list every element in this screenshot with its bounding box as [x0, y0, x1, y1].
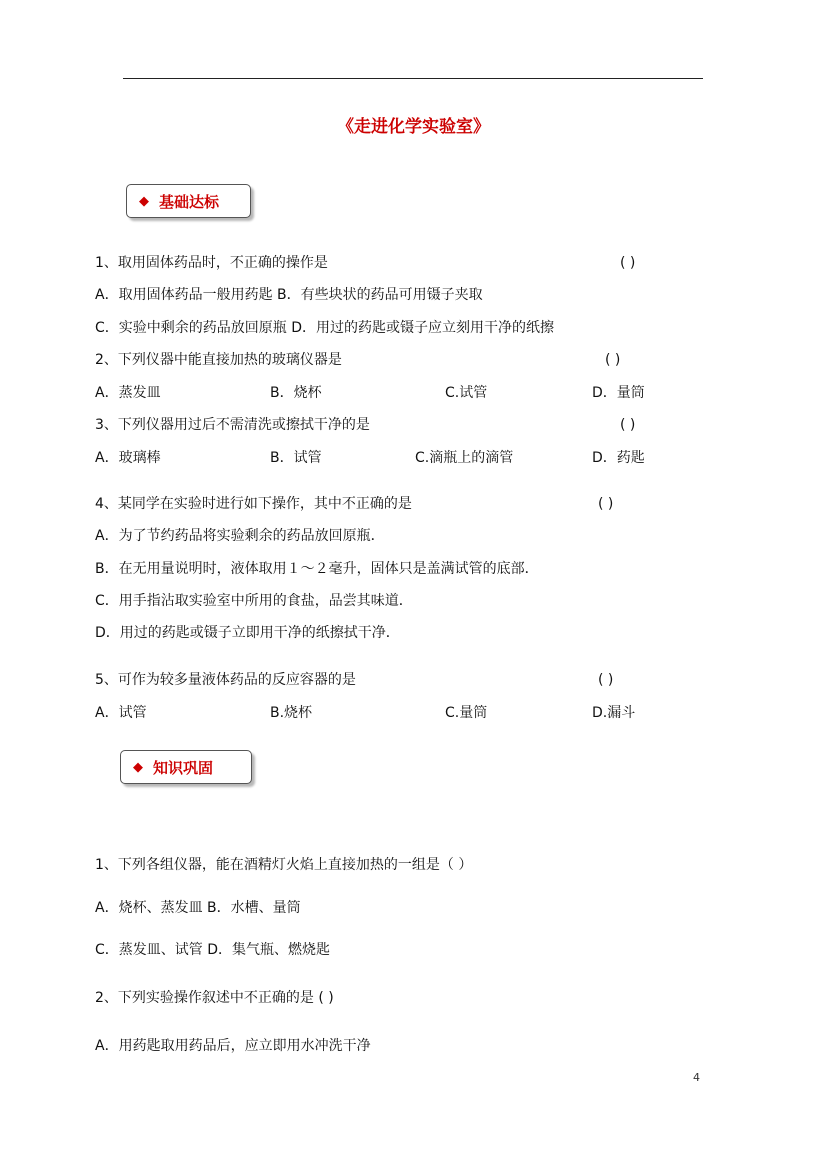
- answer-blank: ( ): [598, 672, 614, 688]
- answer-blank: ( ): [620, 417, 636, 433]
- option: D．药匙: [592, 450, 645, 466]
- page-title: 《走进化学实验室》: [337, 117, 490, 137]
- question-options: C．实验中剩余的药品放回原瓶 D．用过的药匙或镊子应立刻用干净的纸擦: [95, 320, 555, 336]
- section-label: 基础达标: [159, 192, 220, 211]
- diamond-icon: ◆: [133, 759, 143, 775]
- question-stem: 3、下列仪器用过后不需清洗或擦拭干净的是: [95, 417, 370, 433]
- option: A．蒸发皿: [95, 385, 161, 401]
- answer-blank: ( ): [605, 352, 621, 368]
- option: B．烧杯: [270, 385, 322, 401]
- option: C.滴瓶上的滴管: [415, 450, 514, 466]
- option: B．在无用量说明时，液体取用１～２毫升，固体只是盖满试管的底部．: [95, 561, 539, 577]
- question-stem: 1、取用固体药品时，不正确的操作是: [95, 255, 328, 271]
- option: D.漏斗: [592, 705, 636, 721]
- option: D．用过的药匙或镊子立即用干净的纸擦拭干净．: [95, 625, 400, 641]
- answer-blank: ( ): [598, 496, 614, 512]
- option: C.试管: [445, 385, 488, 401]
- section-badge-basic: [126, 184, 251, 218]
- option: A．玻璃棒: [95, 450, 161, 466]
- question-options: A．取用固体药品一般用药匙 B．有些块状的药品可用镊子夹取: [95, 287, 483, 303]
- question-stem: 1、下列各组仪器，能在酒精灯火焰上直接加热的一组是（ ）: [95, 857, 473, 873]
- option: B．试管: [270, 450, 322, 466]
- question-stem: 2、下列仪器中能直接加热的玻璃仪器是: [95, 352, 342, 368]
- page-number: 4: [693, 1071, 700, 1084]
- option: A．为了节约药品将实验剩余的药品放回原瓶．: [95, 528, 385, 544]
- question-stem: 4、某同学在实验时进行如下操作，其中不正确的是: [95, 496, 412, 512]
- option: B.烧杯: [270, 705, 313, 721]
- option: A．试管: [95, 705, 147, 721]
- option: A．用药匙取用药品后，应立即用水冲洗干净: [95, 1038, 371, 1054]
- answer-blank: ( ): [620, 255, 636, 271]
- option: C.量筒: [445, 705, 488, 721]
- option: C．用手指沾取实验室中所用的食盐，品尝其味道．: [95, 593, 413, 609]
- header-rule: [123, 78, 703, 79]
- question-options: C．蒸发皿、试管 D．集气瓶、燃烧匙: [95, 942, 331, 958]
- section-label: 知识巩固: [153, 758, 214, 777]
- question-stem: 5、可作为较多量液体药品的反应容器的是: [95, 672, 356, 688]
- section-badge-consolidate: [120, 750, 252, 784]
- diamond-icon: ◆: [139, 193, 149, 209]
- question-stem: 2、下列实验操作叙述中不正确的是 ( ): [95, 990, 334, 1006]
- option: D．量筒: [592, 385, 645, 401]
- question-options: A．烧杯、蒸发皿 B．水槽、量筒: [95, 900, 301, 916]
